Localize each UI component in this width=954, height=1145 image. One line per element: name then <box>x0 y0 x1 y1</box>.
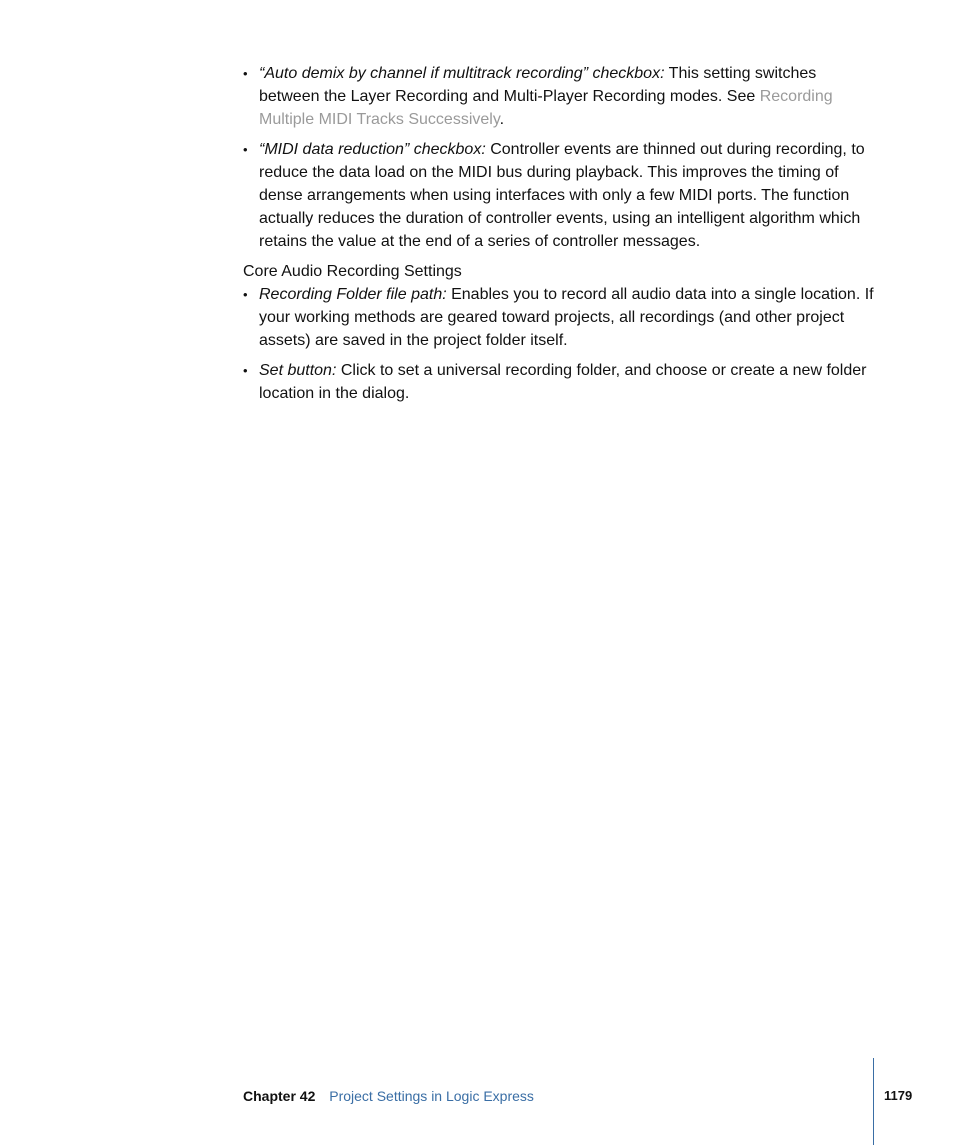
page-number: 1179 <box>884 1088 913 1103</box>
chapter-label: Chapter 42 <box>243 1088 316 1104</box>
bullet-icon: • <box>243 142 248 157</box>
item-description: Controller events are thinned out during recording, to reduce the data load on the MIDI bus during playback. This improves the timing of dense arrangements when using interfaces with only a few MIDI ports. The function actually reduces the duration of controller events, using an intelligent algorithm which retains the value at the end of a series of controller messages. <box>259 141 865 250</box>
item-description: Enables you to record all audio data into a single location. If your working methods are geared toward projects, all recordings (and other project assets) are saved in the project folder itself. <box>259 286 874 349</box>
item-term: Recording Folder file path: <box>259 286 447 303</box>
bullet-list <box>243 62 879 253</box>
item-description: Click to set a universal recording folder, and choose or create a new folder location in the dialog. <box>259 362 867 402</box>
item-trailing: . <box>499 111 505 128</box>
item-term: “Auto demix by channel if multitrack recording” checkbox: <box>259 65 665 82</box>
bullet-list <box>243 283 879 405</box>
item-term: Set button: <box>259 362 337 379</box>
footer-divider <box>873 1058 874 1145</box>
cross-reference-link[interactable]: Recording Multiple MIDI Tracks Successively <box>259 88 833 128</box>
section-heading: Core Audio Recording Settings <box>243 263 462 280</box>
item-description: This setting switches between the Layer Recording and Multi-Player Recording modes. See <box>259 65 817 105</box>
list-item <box>243 138 879 253</box>
item-term: “MIDI data reduction” checkbox: <box>259 141 486 158</box>
page-content <box>243 62 879 412</box>
chapter-title-link[interactable]: Project Settings in Logic Express <box>329 1088 534 1104</box>
bullet-icon: • <box>243 66 248 81</box>
list-item <box>243 62 879 131</box>
page-footer <box>243 1087 534 1105</box>
bullet-icon: • <box>243 287 248 302</box>
bullet-icon: • <box>243 363 248 378</box>
list-item <box>243 359 879 405</box>
list-item <box>243 283 879 352</box>
